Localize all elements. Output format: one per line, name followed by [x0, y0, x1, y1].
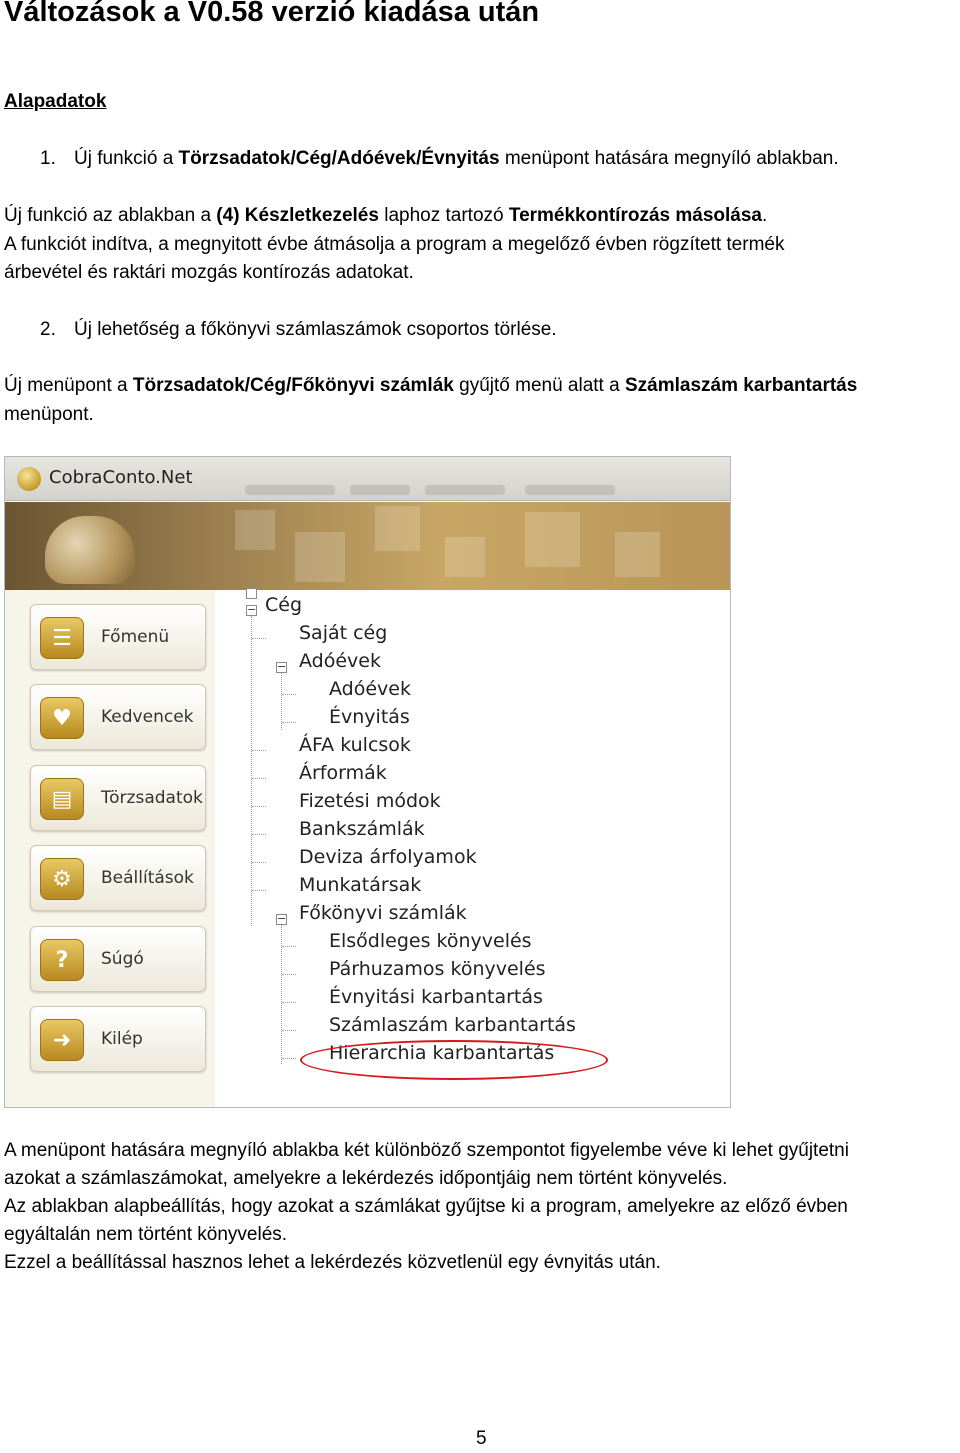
numbered-item-1	[4, 145, 839, 173]
item-number: 2.	[40, 319, 56, 340]
menu-tree	[215, 590, 730, 1107]
collapse-icon[interactable]: −	[247, 603, 257, 616]
paragraph-line: Ezzel a beállítással hasznos lehet a lekérdezés közvetlenül egy évnyitás után.	[4, 1252, 661, 1273]
tree-node-adoevek[interactable]: Adóévek	[299, 650, 381, 672]
nav-button-torzsadatok[interactable]	[30, 765, 206, 831]
blurred-menu-item	[350, 485, 410, 495]
tree-node-evnyitasi-karbantartas[interactable]: Évnyitási karbantartás	[329, 986, 543, 1008]
nav-label: Törzsadatok	[101, 788, 203, 808]
paragraph-text: gyűjtő menü alatt a	[453, 375, 625, 396]
nav-label: Főmenü	[101, 627, 170, 647]
tree-node-ceg[interactable]: Cég	[265, 594, 303, 616]
paragraph-text: Új menüpont a	[4, 375, 133, 396]
tree-node-bankszamlak[interactable]: Bankszámlák	[299, 818, 425, 840]
page-number: 5	[476, 1428, 487, 1449]
paragraph-new-function	[4, 202, 767, 230]
nav-label: Súgó	[101, 949, 144, 969]
banner-mascot-icon	[45, 516, 135, 584]
paragraph-text: Új funkció az ablakban a	[4, 205, 217, 226]
heart-icon: ♥	[40, 697, 84, 739]
tab-name: (4) Készletkezelés	[216, 205, 379, 226]
nav-button-beallitasok[interactable]	[30, 845, 206, 911]
paragraph-line: A funkciót indítva, a megnyitott évbe átmásolja a program a megelőző évben rögzített termék	[4, 234, 785, 255]
question-icon: ?	[40, 939, 84, 981]
nav-label: Kedvencek	[101, 707, 194, 727]
gear-icon: ⚙	[40, 858, 84, 900]
nav-label: Kilép	[101, 1029, 143, 1049]
collapse-icon[interactable]: −	[277, 912, 287, 925]
collapse-icon[interactable]: −	[277, 660, 287, 673]
blurred-menu-item	[525, 485, 615, 495]
collapse-icon[interactable]	[246, 588, 257, 599]
nav-button-fomenu[interactable]	[30, 604, 206, 670]
tree-node-evnyitas[interactable]: Évnyitás	[329, 706, 410, 728]
nav-button-kilep[interactable]	[30, 1006, 206, 1072]
item-text: Új lehetőség a főkönyvi számlaszámok csoportos törlése.	[74, 319, 557, 340]
paragraph-line: A menüpont hatására megnyíló ablakba két különböző szempontot figyelembe véve ki lehet gyűjtetni	[4, 1140, 849, 1161]
blurred-menu-item	[425, 485, 505, 495]
tree-node-parhuzamos-konyveles[interactable]: Párhuzamos könyvelés	[329, 958, 546, 980]
paragraph-line: azokat a számlaszámokat, amelyekre a lekérdezés időpontjáig nem történt könyvelés.	[4, 1168, 728, 1189]
nav-button-kedvencek[interactable]	[30, 684, 206, 750]
exit-icon: ➜	[40, 1019, 84, 1061]
menu-path: Törzsadatok/Cég/Adóévek/Évnyitás	[178, 148, 500, 169]
item-text: Új funkció a	[74, 148, 179, 169]
menu-path: Törzsadatok/Cég/Főkönyvi számlák	[132, 375, 454, 396]
tree-node-sajat-ceg[interactable]: Saját cég	[299, 622, 388, 644]
app-logo-icon	[17, 467, 41, 491]
window-titlebar	[5, 457, 730, 501]
paragraph-line: Az ablakban alapbeállítás, hogy azokat a számlákat gyűjtse ki a program, amelyekre az előző évben	[4, 1196, 848, 1217]
tree-node-afa-kulcsok[interactable]: ÁFA kulcsok	[299, 734, 411, 756]
numbered-item-2	[4, 316, 557, 344]
page-title: Változások a V0.58 verzió kiadása után	[4, 0, 540, 28]
function-name: Termékkontírozás másolása	[508, 205, 762, 226]
tree-node-fizetesi-modok[interactable]: Fizetési módok	[299, 790, 441, 812]
section-heading: Alapadatok	[4, 91, 107, 112]
document-icon: ▤	[40, 778, 84, 820]
tree-node-fokonyvi-szamlak[interactable]: Főkönyvi számlák	[299, 902, 467, 924]
menu-item-name: Számlaszám karbantartás	[624, 375, 858, 396]
app-screenshot	[4, 456, 731, 1108]
paragraph-new-menu	[4, 372, 857, 400]
menu-tree-icon: ☰	[40, 617, 84, 659]
tree-node-deviza-arfolyamok[interactable]: Deviza árfolyamok	[299, 846, 477, 868]
paragraph-line: egyáltalán nem történt könyvelés.	[4, 1224, 288, 1245]
tree-node-hierarchia-karbantartas[interactable]: Hierarchia karbantartás	[329, 1042, 555, 1064]
paragraph-line: árbevétel és raktári mozgás kontírozás adatokat.	[4, 262, 414, 283]
paragraph-text: .	[761, 205, 768, 226]
nav-button-sugo[interactable]	[30, 926, 206, 992]
item-number: 1.	[40, 148, 56, 169]
app-title: CobraConto.Net	[49, 467, 193, 488]
tree-node-arformak[interactable]: Árformák	[299, 762, 387, 784]
item-text: menüpont hatására megnyíló ablakban.	[499, 148, 839, 169]
header-banner	[5, 502, 730, 590]
sidebar	[5, 590, 215, 1108]
tree-node-munkatarsak[interactable]: Munkatársak	[299, 874, 422, 896]
tree-node-adoevek-child[interactable]: Adóévek	[329, 678, 411, 700]
paragraph-line: menüpont.	[4, 404, 94, 425]
highlight-ellipse	[300, 1040, 608, 1080]
nav-label: Beállítások	[101, 868, 194, 888]
tree-node-elsodleges-konyveles[interactable]: Elsődleges könyvelés	[329, 930, 532, 952]
paragraph-text: laphoz tartozó	[378, 205, 509, 226]
blurred-menu-item	[245, 485, 335, 495]
tree-node-szamlaszam-karbantartas[interactable]: Számlaszám karbantartás	[329, 1014, 576, 1036]
